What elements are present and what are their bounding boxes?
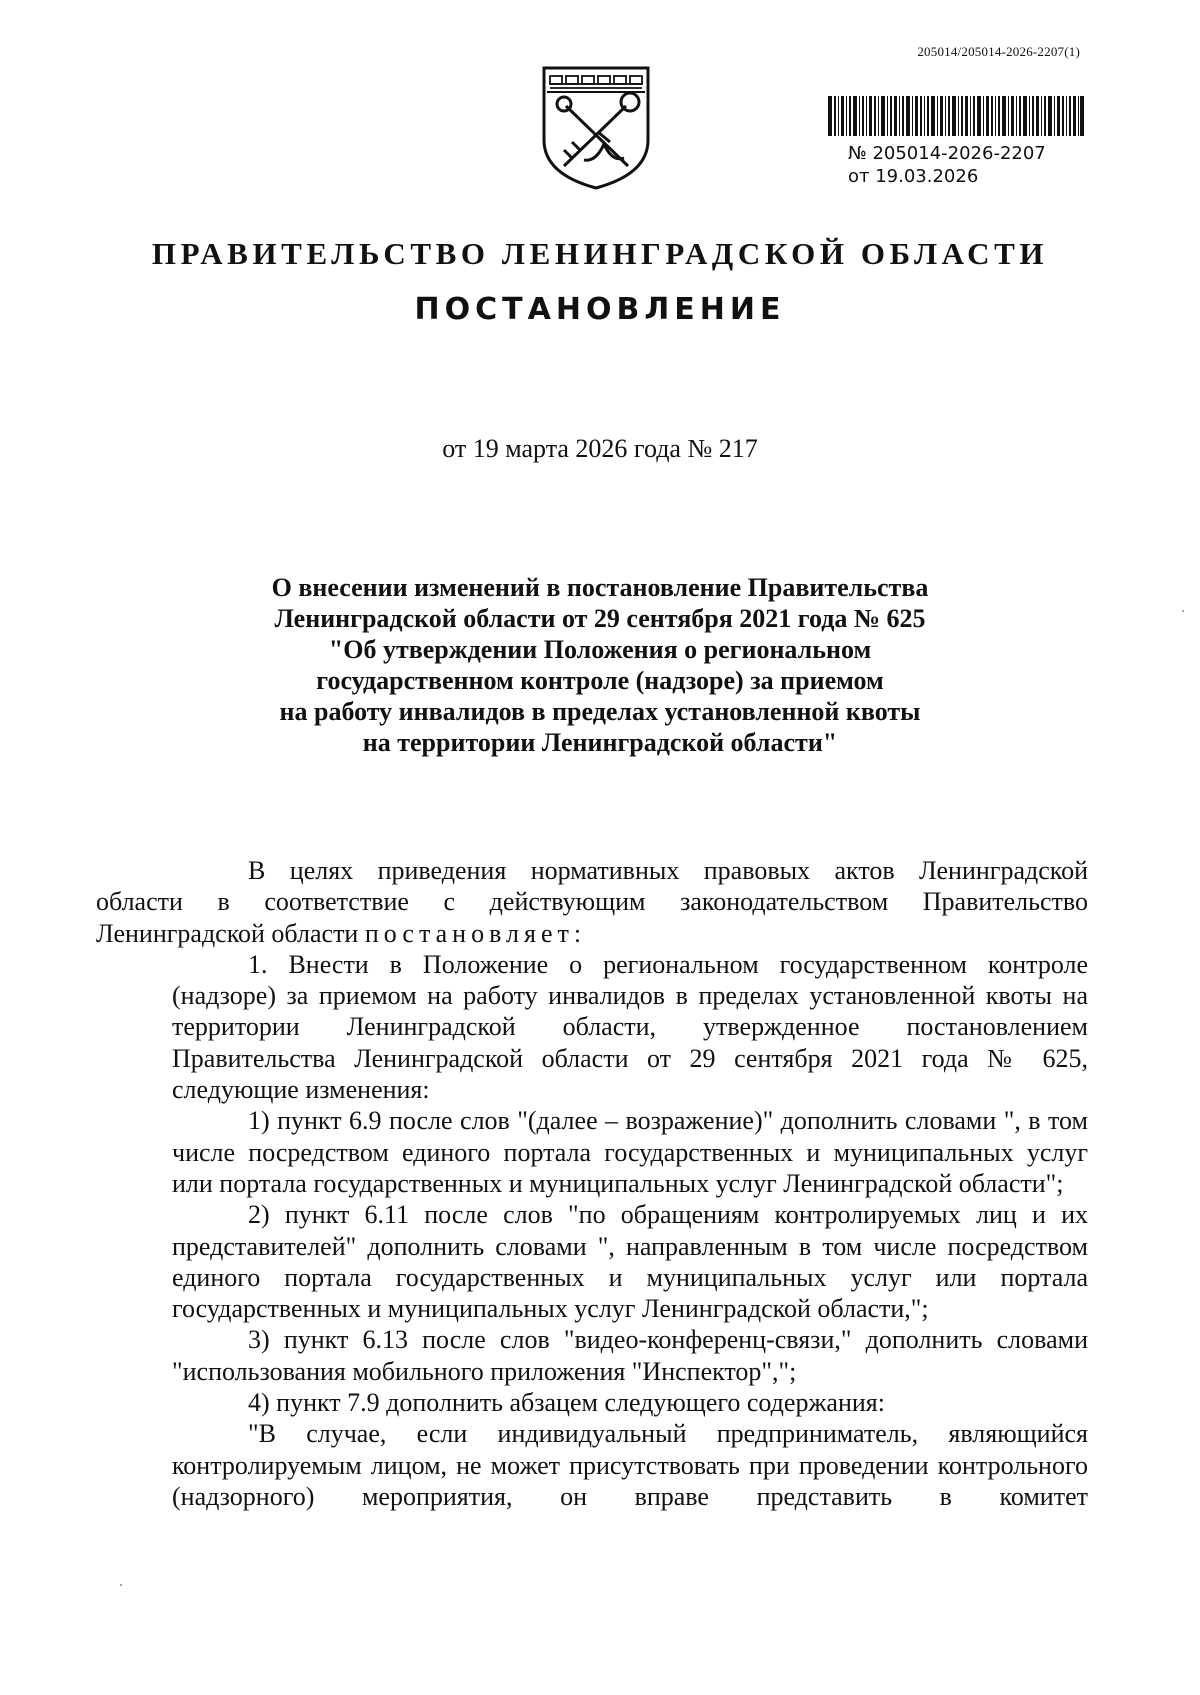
subject-line: государственном контроле (надзоре) за приемом	[316, 666, 884, 695]
subject-line: Ленинградской области от 29 сентября 2021 года № 625	[274, 604, 926, 633]
preamble-text: Ленинградской области	[96, 918, 359, 948]
scan-speck	[120, 1584, 122, 1586]
scan-speck	[1182, 610, 1184, 612]
government-title: ПРАВИТЕЛЬСТВО ЛЕНИНГРАДСКОЙ ОБЛАСТИ	[151, 236, 1049, 271]
preamble-line	[96, 918, 1088, 949]
subject-line: "Об утверждении Положения о региональном	[328, 635, 872, 664]
body-paragraph: 1) пункт 6.9 после слов "(далее – возражение)" дополнить словами ", в том числе посредством единого портала государственных и муниципальных услуг или портала государственных и муниципальных услуг Ленинградской области";	[172, 1106, 1088, 1198]
resolves-word: постановляет:	[364, 918, 587, 948]
coat-of-arms-emblem	[538, 62, 654, 192]
subject-line: на работу инвалидов в пределах установленной квоты	[279, 697, 921, 726]
preamble-line: области в соответствие с действующим законодательством Правительство	[96, 887, 1088, 917]
body-paragraph: "В случае, если индивидуальный предприниматель, являющийся контролируемым лицом, не может присутствовать при проведении контрольного (надзорного) мероприятия, он вправе представить в комитет	[172, 1419, 1088, 1511]
preamble-line: В целях приведения нормативных правовых актов Ленинградской	[248, 856, 1088, 885]
registration-number: № 205014-2026-2207	[848, 143, 1046, 164]
document-code: 205014/205014-2026-2207(1)	[917, 44, 1080, 59]
preamble-paragraph	[96, 855, 1088, 949]
decree-date-number: от 19 марта 2026 года № 217	[442, 434, 758, 463]
barcode	[828, 96, 1084, 136]
subject-line: на территории Ленинградской области"	[362, 728, 838, 757]
body-paragraph: 1. Внести в Положение о региональном государственном контроле (надзоре) за приемом на работу инвалидов в пределах установленной квоты на территории Ленинградской области, утвержденное постановлением Правительства Ленинградской области от 29 сентября 2021 года № 625, следующие изменения:	[172, 949, 1088, 1105]
body-paragraph: 3) пункт 6.13 после слов "видео-конференц-связи," дополнить словами "использования мобильного приложения "Инспектор",";	[172, 1325, 1088, 1386]
decree-subject	[150, 572, 1050, 758]
document-type-title: ПОСТАНОВЛЕНИЕ	[414, 292, 786, 327]
body-paragraph: 4) пункт 7.9 дополнить абзацем следующего содержания:	[248, 1388, 885, 1418]
registration-block	[848, 142, 1046, 188]
subject-line: О внесении изменений в постановление Правительства	[271, 573, 929, 602]
registration-date: от 19.03.2026	[848, 166, 979, 187]
decree-body	[96, 855, 1088, 1512]
body-paragraph: 2) пункт 6.11 после слов "по обращениям контролируемых лиц и их представителей" дополнить словами ", направленным в том числе посредством единого портала государственных и муниципальных услуг или портала государственных и муниципальных услуг Ленинградской области,";	[172, 1200, 1088, 1324]
